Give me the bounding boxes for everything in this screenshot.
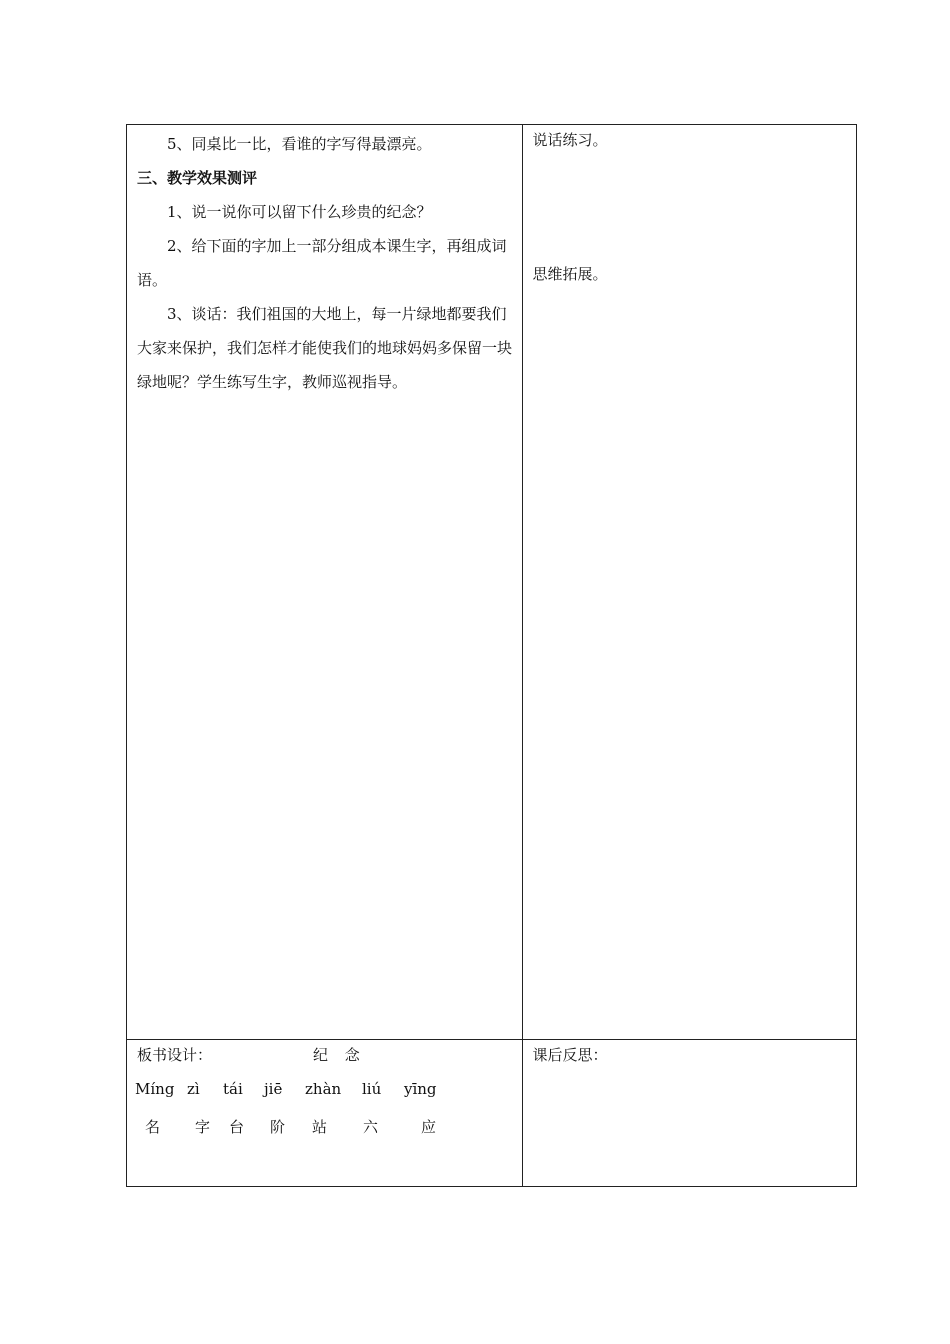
question-3: 3、谈话：我们祖国的大地上，每一片绿地都要我们大家来保护，我们怎样才能使我们的地球妈妈多保留一块绿地呢？学生练写生字，教师巡视指导。 [137,305,513,391]
hanzi-ying: 应 [421,1118,437,1136]
question-2: 2、给下面的字加上一部分组成本课生字，再组成词语。 [137,237,507,289]
hanzi-zi: 字 [195,1118,211,1136]
question-1: 1、说一说你可以留下什么珍贵的纪念？ [167,203,432,221]
hanzi-zhan: 站 [312,1118,328,1136]
board-design-cell [127,1040,523,1187]
hanzi-jie: 阶 [270,1118,286,1136]
lesson-plan-table [126,124,857,1187]
section-heading-evaluation: 三、教学效果测评 [137,169,258,187]
note-thinking-extension: 思维拓展。 [532,265,608,283]
board-design-label: 板书设计： [137,1046,213,1064]
design-intent-cell [522,125,856,1040]
hanzi-ming: 名 [145,1118,161,1136]
reflection-label: 课后反思： [532,1046,608,1064]
hanzi-tai: 台 [229,1118,245,1136]
pinyin-zhan: zhàn [305,1080,342,1098]
teaching-process-cell [127,125,523,1040]
board-design-title: 纪 念 [313,1046,366,1064]
pinyin-ying: yīng [404,1080,437,1098]
step-item-5: 5、同桌比一比，看谁的字写得最漂亮。 [167,135,432,153]
pinyin-liu: liú [362,1080,382,1098]
lesson-content-row [127,125,857,1040]
hanzi-liu: 六 [363,1118,379,1136]
reflection-cell [522,1040,856,1187]
pinyin-jie: jiē [264,1080,283,1098]
pinyin-zi: zì [187,1080,200,1098]
note-speaking-practice: 说话练习。 [532,131,608,149]
board-design-row [127,1040,857,1187]
pinyin-tai: tái [223,1080,243,1098]
pinyin-ming: Míng [135,1080,175,1098]
